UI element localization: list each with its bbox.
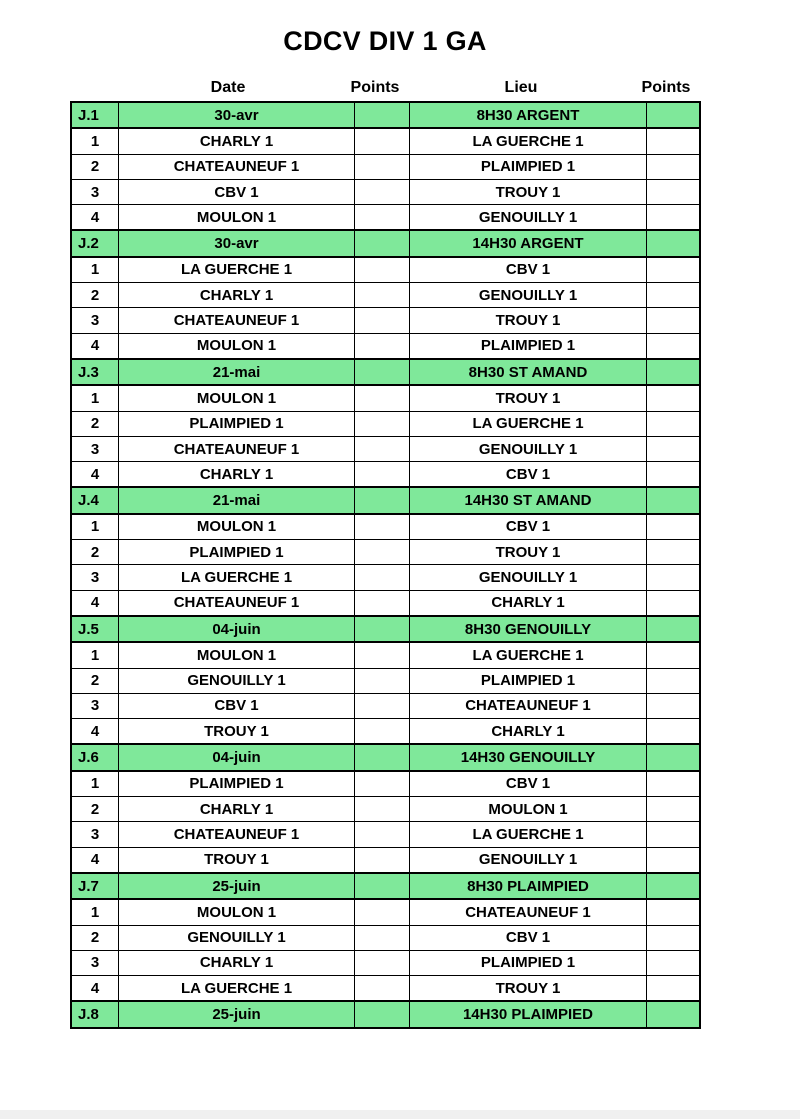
match-row xyxy=(71,411,700,436)
match-number: 2 xyxy=(71,283,119,308)
points-home-cell xyxy=(355,719,410,745)
points-home-cell xyxy=(355,873,410,899)
points-away-cell xyxy=(647,411,701,436)
match-number: 1 xyxy=(71,385,119,411)
points-home-cell xyxy=(355,565,410,590)
points-home-cell xyxy=(355,771,410,797)
points-away-cell xyxy=(647,385,701,411)
away-team: PLAIMPIED 1 xyxy=(410,154,647,179)
away-team: CHARLY 1 xyxy=(410,719,647,745)
points-away-cell xyxy=(647,359,701,385)
points-home-cell xyxy=(355,668,410,693)
match-number: 4 xyxy=(71,205,119,231)
away-team: TROUY 1 xyxy=(410,385,647,411)
match-row xyxy=(71,283,700,308)
match-row xyxy=(71,257,700,283)
points-home-cell xyxy=(355,257,410,283)
match-number: 3 xyxy=(71,179,119,204)
home-team: LA GUERCHE 1 xyxy=(119,257,355,283)
away-team: PLAIMPIED 1 xyxy=(410,950,647,975)
away-team: TROUY 1 xyxy=(410,976,647,1002)
column-headers xyxy=(0,79,800,99)
points-away-cell xyxy=(647,540,701,565)
round-label: J.2 xyxy=(71,230,119,256)
match-number: 4 xyxy=(71,847,119,873)
points-home-cell xyxy=(355,102,410,128)
match-row xyxy=(71,179,700,204)
points-away-cell xyxy=(647,899,701,925)
match-number: 4 xyxy=(71,590,119,616)
home-team: MOULON 1 xyxy=(119,514,355,540)
round-label: J.6 xyxy=(71,744,119,770)
points-home-cell xyxy=(355,308,410,333)
points-away-cell xyxy=(647,744,701,770)
points-home-cell xyxy=(355,1001,410,1027)
round-row xyxy=(71,487,700,513)
points-away-cell xyxy=(647,719,701,745)
match-row xyxy=(71,385,700,411)
round-label: J.5 xyxy=(71,616,119,642)
match-number: 4 xyxy=(71,976,119,1002)
round-venue: 14H30 PLAIMPIED xyxy=(410,1001,647,1027)
points-away-cell xyxy=(647,436,701,461)
round-row xyxy=(71,359,700,385)
away-team: TROUY 1 xyxy=(410,308,647,333)
points-away-cell xyxy=(647,308,701,333)
away-team: GENOUILLY 1 xyxy=(410,565,647,590)
page-bottom-edge xyxy=(0,1110,800,1119)
round-venue: 14H30 ARGENT xyxy=(410,230,647,256)
away-team: CBV 1 xyxy=(410,771,647,797)
match-number: 3 xyxy=(71,693,119,718)
round-date: 30-avr xyxy=(119,102,355,128)
points-home-cell xyxy=(355,205,410,231)
points-away-cell xyxy=(647,283,701,308)
home-team: CHATEAUNEUF 1 xyxy=(119,154,355,179)
match-number: 3 xyxy=(71,308,119,333)
round-label: J.3 xyxy=(71,359,119,385)
points-away-cell xyxy=(647,257,701,283)
home-team: CHATEAUNEUF 1 xyxy=(119,590,355,616)
points-home-cell xyxy=(355,487,410,513)
home-team: MOULON 1 xyxy=(119,333,355,359)
points-away-cell xyxy=(647,128,701,154)
away-team: GENOUILLY 1 xyxy=(410,436,647,461)
match-number: 2 xyxy=(71,925,119,950)
round-venue: 14H30 ST AMAND xyxy=(410,487,647,513)
round-row xyxy=(71,230,700,256)
away-team: GENOUILLY 1 xyxy=(410,847,647,873)
points-home-cell xyxy=(355,590,410,616)
points-home-cell xyxy=(355,230,410,256)
points-away-cell xyxy=(647,514,701,540)
round-date: 21-mai xyxy=(119,359,355,385)
away-team: LA GUERCHE 1 xyxy=(410,822,647,847)
round-venue: 14H30 GENOUILLY xyxy=(410,744,647,770)
match-number: 1 xyxy=(71,771,119,797)
home-team: MOULON 1 xyxy=(119,899,355,925)
points-away-cell xyxy=(647,1001,701,1027)
points-home-cell xyxy=(355,514,410,540)
home-team: CHARLY 1 xyxy=(119,283,355,308)
points-away-cell xyxy=(647,771,701,797)
home-team: CHARLY 1 xyxy=(119,128,355,154)
match-number: 2 xyxy=(71,154,119,179)
match-row xyxy=(71,976,700,1002)
points-away-cell xyxy=(647,950,701,975)
away-team: CHARLY 1 xyxy=(410,590,647,616)
away-team: CHATEAUNEUF 1 xyxy=(410,693,647,718)
match-row xyxy=(71,514,700,540)
home-team: CHARLY 1 xyxy=(119,950,355,975)
away-team: LA GUERCHE 1 xyxy=(410,411,647,436)
points-away-cell xyxy=(647,616,701,642)
away-team: LA GUERCHE 1 xyxy=(410,128,647,154)
match-number: 1 xyxy=(71,128,119,154)
points-home-cell xyxy=(355,283,410,308)
round-row xyxy=(71,744,700,770)
match-number: 2 xyxy=(71,411,119,436)
home-team: MOULON 1 xyxy=(119,642,355,668)
points-home-cell xyxy=(355,359,410,385)
match-row xyxy=(71,668,700,693)
points-home-cell xyxy=(355,797,410,822)
points-home-cell xyxy=(355,847,410,873)
match-number: 2 xyxy=(71,797,119,822)
match-number: 4 xyxy=(71,462,119,488)
match-number: 1 xyxy=(71,514,119,540)
points-home-cell xyxy=(355,462,410,488)
points-away-cell xyxy=(647,565,701,590)
points-away-cell xyxy=(647,822,701,847)
points-away-cell xyxy=(647,230,701,256)
points-home-cell xyxy=(355,899,410,925)
points-home-cell xyxy=(355,128,410,154)
match-row xyxy=(71,719,700,745)
home-team: GENOUILLY 1 xyxy=(119,668,355,693)
points-away-cell xyxy=(647,847,701,873)
header-points-home: Points xyxy=(350,79,400,96)
home-team: MOULON 1 xyxy=(119,205,355,231)
points-away-cell xyxy=(647,333,701,359)
match-row xyxy=(71,333,700,359)
away-team: LA GUERCHE 1 xyxy=(410,642,647,668)
away-team: CBV 1 xyxy=(410,257,647,283)
match-number: 3 xyxy=(71,436,119,461)
points-away-cell xyxy=(647,590,701,616)
header-lieu: Lieu xyxy=(504,79,538,96)
points-home-cell xyxy=(355,540,410,565)
points-home-cell xyxy=(355,925,410,950)
home-team: PLAIMPIED 1 xyxy=(119,540,355,565)
away-team: GENOUILLY 1 xyxy=(410,205,647,231)
round-date: 30-avr xyxy=(119,230,355,256)
points-away-cell xyxy=(647,154,701,179)
points-home-cell xyxy=(355,744,410,770)
round-row xyxy=(71,1001,700,1027)
match-number: 1 xyxy=(71,899,119,925)
home-team: LA GUERCHE 1 xyxy=(119,976,355,1002)
away-team: CHATEAUNEUF 1 xyxy=(410,899,647,925)
round-row xyxy=(71,616,700,642)
match-row xyxy=(71,128,700,154)
points-home-cell xyxy=(355,385,410,411)
match-number: 2 xyxy=(71,668,119,693)
schedule-table xyxy=(70,101,701,1029)
away-team: CBV 1 xyxy=(410,462,647,488)
match-row xyxy=(71,462,700,488)
away-team: PLAIMPIED 1 xyxy=(410,333,647,359)
points-home-cell xyxy=(355,411,410,436)
match-row xyxy=(71,540,700,565)
home-team: CHARLY 1 xyxy=(119,797,355,822)
match-number: 4 xyxy=(71,333,119,359)
round-date: 25-juin xyxy=(119,873,355,899)
match-number: 3 xyxy=(71,565,119,590)
round-label: J.8 xyxy=(71,1001,119,1027)
match-row xyxy=(71,642,700,668)
away-team: GENOUILLY 1 xyxy=(410,283,647,308)
points-home-cell xyxy=(355,950,410,975)
points-away-cell xyxy=(647,205,701,231)
points-home-cell xyxy=(355,693,410,718)
points-away-cell xyxy=(647,976,701,1002)
points-home-cell xyxy=(355,154,410,179)
points-away-cell xyxy=(647,179,701,204)
round-label: J.7 xyxy=(71,873,119,899)
points-home-cell xyxy=(355,822,410,847)
round-label: J.4 xyxy=(71,487,119,513)
round-label: J.1 xyxy=(71,102,119,128)
page-title: CDCV DIV 1 GA xyxy=(283,26,487,56)
home-team: CBV 1 xyxy=(119,179,355,204)
round-venue: 8H30 ARGENT xyxy=(410,102,647,128)
points-home-cell xyxy=(355,976,410,1002)
match-row xyxy=(71,565,700,590)
away-team: MOULON 1 xyxy=(410,797,647,822)
points-away-cell xyxy=(647,668,701,693)
points-away-cell xyxy=(647,642,701,668)
points-home-cell xyxy=(355,333,410,359)
round-row xyxy=(71,873,700,899)
home-team: CBV 1 xyxy=(119,693,355,718)
match-number: 3 xyxy=(71,822,119,847)
round-date: 04-juin xyxy=(119,616,355,642)
home-team: CHARLY 1 xyxy=(119,462,355,488)
match-row xyxy=(71,822,700,847)
match-number: 1 xyxy=(71,642,119,668)
home-team: LA GUERCHE 1 xyxy=(119,565,355,590)
away-team: CBV 1 xyxy=(410,925,647,950)
home-team: TROUY 1 xyxy=(119,847,355,873)
match-row xyxy=(71,693,700,718)
away-team: TROUY 1 xyxy=(410,179,647,204)
match-number: 1 xyxy=(71,257,119,283)
home-team: CHATEAUNEUF 1 xyxy=(119,822,355,847)
match-number: 4 xyxy=(71,719,119,745)
home-team: PLAIMPIED 1 xyxy=(119,411,355,436)
home-team: TROUY 1 xyxy=(119,719,355,745)
match-row xyxy=(71,308,700,333)
match-row xyxy=(71,950,700,975)
round-row xyxy=(71,102,700,128)
header-date: Date xyxy=(210,79,246,96)
round-venue: 8H30 PLAIMPIED xyxy=(410,873,647,899)
home-team: MOULON 1 xyxy=(119,385,355,411)
round-date: 04-juin xyxy=(119,744,355,770)
points-home-cell xyxy=(355,179,410,204)
points-away-cell xyxy=(647,873,701,899)
match-number: 3 xyxy=(71,950,119,975)
round-venue: 8H30 ST AMAND xyxy=(410,359,647,385)
match-row xyxy=(71,925,700,950)
points-home-cell xyxy=(355,616,410,642)
points-away-cell xyxy=(647,102,701,128)
home-team: GENOUILLY 1 xyxy=(119,925,355,950)
home-team: CHATEAUNEUF 1 xyxy=(119,436,355,461)
round-venue: 8H30 GENOUILLY xyxy=(410,616,647,642)
away-team: TROUY 1 xyxy=(410,540,647,565)
points-away-cell xyxy=(647,925,701,950)
match-row xyxy=(71,436,700,461)
home-team: PLAIMPIED 1 xyxy=(119,771,355,797)
match-row xyxy=(71,205,700,231)
away-team: PLAIMPIED 1 xyxy=(410,668,647,693)
round-date: 25-juin xyxy=(119,1001,355,1027)
match-row xyxy=(71,797,700,822)
points-away-cell xyxy=(647,462,701,488)
points-away-cell xyxy=(647,487,701,513)
match-row xyxy=(71,771,700,797)
match-row xyxy=(71,847,700,873)
points-home-cell xyxy=(355,436,410,461)
round-date: 21-mai xyxy=(119,487,355,513)
points-away-cell xyxy=(647,797,701,822)
points-away-cell xyxy=(647,693,701,718)
match-row xyxy=(71,899,700,925)
home-team: CHATEAUNEUF 1 xyxy=(119,308,355,333)
header-points-away: Points xyxy=(641,79,691,96)
match-row xyxy=(71,154,700,179)
match-row xyxy=(71,590,700,616)
match-number: 2 xyxy=(71,540,119,565)
away-team: CBV 1 xyxy=(410,514,647,540)
points-home-cell xyxy=(355,642,410,668)
